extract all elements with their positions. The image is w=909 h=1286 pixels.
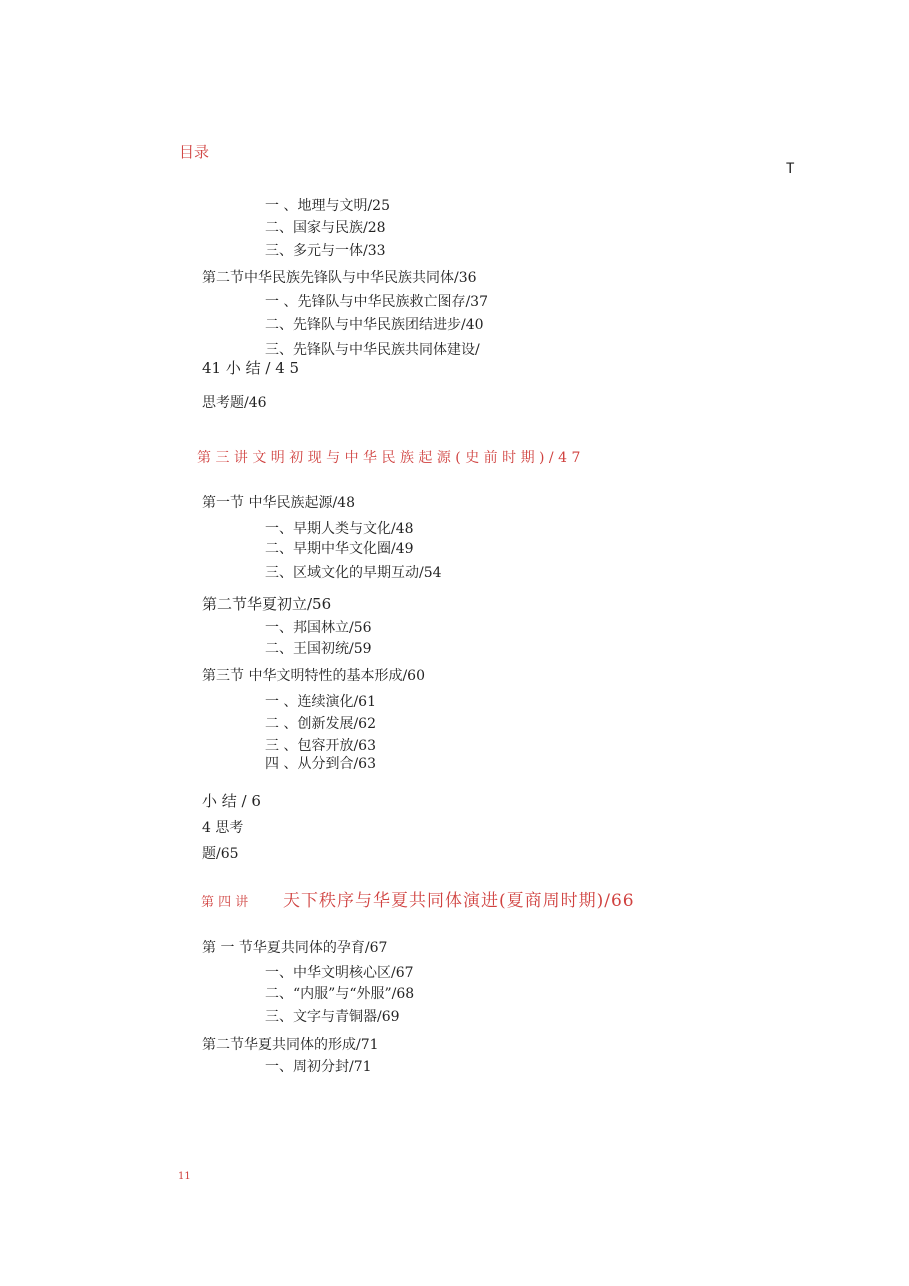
toc-item: 一、邦国林立/56	[265, 620, 372, 636]
toc-item: 一 、地理与文明/25	[265, 198, 390, 214]
toc-item: 三、多元与一体/33	[265, 243, 386, 259]
toc-item: 三、区域文化的早期互动/54	[265, 565, 442, 581]
toc-section: 第二节华夏初立/56	[202, 595, 332, 613]
lecture-heading: 第 三 讲 文 明 初 现 与 中 华 民 族 起 源 ( 史 前 时 期 ) / 4 7	[197, 450, 581, 466]
corner-mark: T	[786, 161, 795, 177]
toc-item: 一、周初分封/71	[265, 1059, 372, 1075]
toc-item: 二、国家与民族/28	[265, 220, 386, 236]
toc-item: 一 、先锋队与中华民族救亡图存/37	[265, 294, 488, 310]
toc-item: 四 、从分到合/63	[265, 756, 376, 772]
toc-title: 目录	[179, 143, 210, 161]
toc-section: 第 一 节华夏共同体的孕育/67	[202, 940, 388, 956]
toc-item: 一、中华文明核心区/67	[265, 965, 414, 981]
toc-questions: 题/65	[202, 846, 239, 862]
toc-item: 一 、连续演化/61	[265, 694, 376, 710]
toc-item: 三、文字与青铜器/69	[265, 1009, 400, 1025]
toc-section: 第二节中华民族先锋队与中华民族共同体/36	[202, 270, 477, 286]
toc-questions: 思考题/46	[202, 395, 267, 411]
toc-item: 二、“内服”与“外服”/68	[265, 986, 415, 1002]
toc-summary: 小 结 / 6	[202, 792, 261, 810]
toc-summary: 41 小 结 / 4 5	[202, 359, 300, 377]
toc-questions: 4 思考	[202, 820, 244, 836]
toc-item: 一、早期人类与文化/48	[265, 521, 414, 537]
toc-item: 二 、创新发展/62	[265, 716, 376, 732]
toc-item: 二、王国初统/59	[265, 641, 372, 657]
toc-section: 第二节华夏共同体的形成/71	[202, 1037, 379, 1053]
toc-section: 第三节 中华文明特性的基本形成/60	[202, 668, 425, 684]
page-number: 11	[178, 1171, 191, 1182]
toc-item: 二、先锋队与中华民族团结进步/40	[265, 317, 484, 333]
toc-item: 二、早期中华文化圈/49	[265, 541, 414, 557]
lecture-heading-label: 第 四 讲	[201, 895, 249, 910]
lecture-heading-title: 天下秩序与华夏共同体演进(夏商周时期)/66	[283, 891, 635, 911]
toc-item: 三、先锋队与中华民族共同体建设/	[265, 342, 480, 358]
toc-section: 第一节 中华民族起源/48	[202, 495, 355, 511]
toc-item: 三 、包容开放/63	[265, 738, 376, 754]
